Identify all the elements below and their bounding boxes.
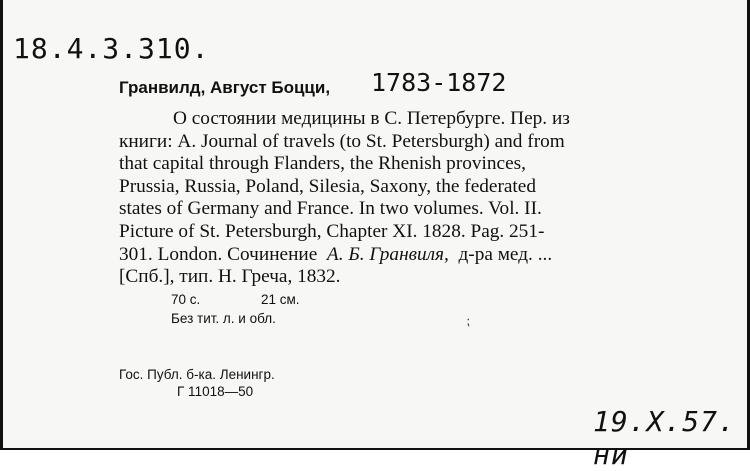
handwritten-shelfmark: 18.4.3.310. bbox=[13, 32, 210, 65]
author-heading: Гранвилд, Август Боцци, bbox=[119, 78, 331, 97]
handwritten-date: 19.X.57. ни bbox=[593, 405, 736, 471]
bibliographic-description bbox=[119, 108, 709, 289]
ink-speck: ⁏ bbox=[466, 314, 471, 328]
page-count: 70 с. bbox=[171, 292, 201, 307]
description-line-start: 301. London. Сочинение bbox=[119, 243, 318, 265]
imprint-line: [Спб.], тип. Н. Греча, 1832. bbox=[119, 266, 341, 288]
collation-row bbox=[171, 290, 300, 309]
book-size: 21 см. bbox=[261, 292, 300, 307]
binding-note: Без тит. л. и обл. bbox=[171, 311, 276, 326]
description-line: Prussia, Russia, Poland, Silesia, Saxony, the federated bbox=[119, 175, 536, 197]
description-line: states of Germany and France. In two volumes. Vol. II. bbox=[119, 198, 542, 220]
description-line-author bbox=[119, 244, 709, 267]
translator-name: А. Б. Гранвиля, bbox=[326, 243, 449, 265]
collation bbox=[171, 290, 300, 328]
description-line: О состоянии медицины в С. Петербурге. Пер. из bbox=[173, 108, 570, 129]
description-line: Picture of St. Petersburgh, Chapter XI. 1828. Pag. 251- bbox=[119, 220, 545, 242]
handwritten-life-years: 1783-1872 bbox=[371, 68, 507, 97]
description-line-end: д-ра мед. ... bbox=[458, 243, 553, 265]
holding-library bbox=[119, 366, 275, 400]
call-number: Г 11018—50 bbox=[177, 384, 254, 399]
description-line: that capital through Flanders, the Rhenish provinces, bbox=[119, 153, 526, 175]
library-name: Гос. Публ. б-ка. Ленингр. bbox=[119, 367, 275, 382]
description-line: книги: A. Journal of travels (to St. Petersburgh) and from bbox=[119, 130, 565, 152]
